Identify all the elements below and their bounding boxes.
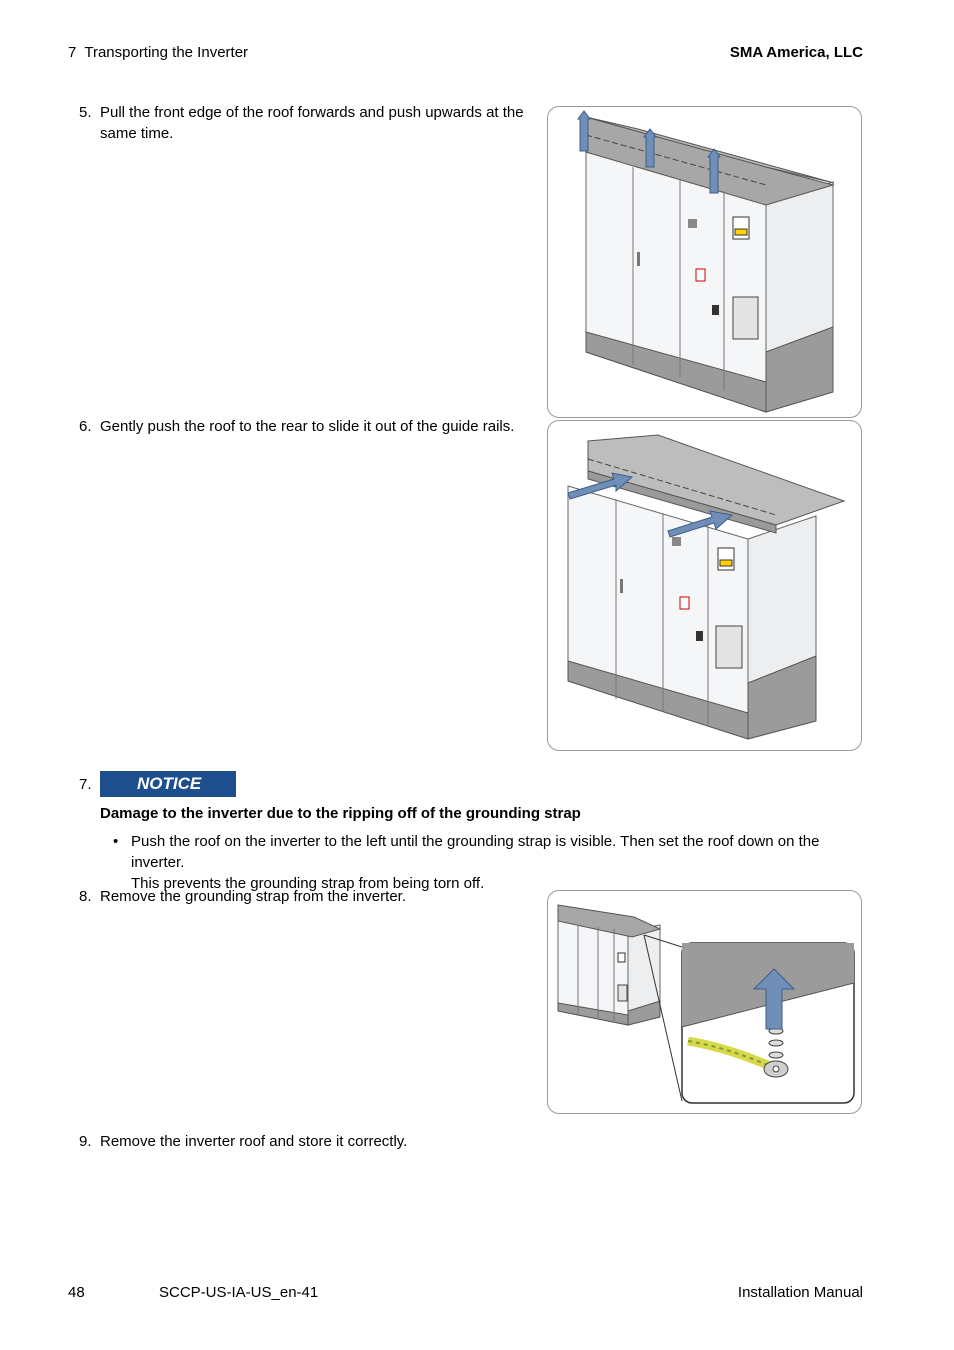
- step-text: Gently push the roof to the rear to slide it out of the guide rails.: [100, 418, 515, 435]
- step-text: Remove the grounding strap from the inverter.: [100, 888, 406, 905]
- inverter-slide-roof-illustration: [548, 421, 861, 750]
- running-header-chapter: [68, 44, 248, 61]
- page-number: 48: [68, 1284, 85, 1301]
- bullet-dot: •: [113, 833, 119, 850]
- inverter-lift-roof-illustration: [548, 107, 861, 417]
- company-name: SMA America, LLC: [729, 44, 863, 61]
- step-number: 6.: [79, 418, 92, 435]
- figure-lift-roof: [547, 106, 862, 418]
- step-number: 7.: [79, 776, 92, 793]
- step-number: 5.: [79, 104, 92, 121]
- notice-badge: [100, 771, 236, 797]
- step-6: [79, 416, 539, 438]
- chapter-number: 7: [68, 44, 77, 61]
- step-8: [79, 886, 519, 908]
- chapter-title: Transporting the Inverter: [84, 44, 249, 61]
- step-text: Pull the front edge of the roof forwards and push upwards at the same time.: [100, 104, 524, 142]
- figure-slide-roof: [547, 420, 862, 751]
- grounding-strap-illustration: [548, 891, 861, 1113]
- step-number: 8.: [79, 888, 92, 905]
- document-type: Installation Manual: [737, 1284, 863, 1301]
- step-5: [79, 102, 539, 146]
- step-number: 9.: [79, 1133, 92, 1150]
- notice-title: Damage to the inverter due to the ripping off of the grounding strap: [100, 805, 581, 822]
- step-9: [79, 1131, 519, 1153]
- notice-bullet-text: Push the roof on the inverter to the left until the grounding strap is visible. Then set the roof down on the inverter. This prevents the grounding strap from being torn off.: [131, 833, 820, 892]
- figure-grounding-strap: [547, 890, 862, 1114]
- step-7: [79, 774, 99, 796]
- notice-label: NOTICE: [137, 774, 202, 793]
- step-text: Remove the inverter roof and store it correctly.: [100, 1133, 408, 1150]
- document-id: SCCP-US-IA-US_en-41: [159, 1284, 319, 1301]
